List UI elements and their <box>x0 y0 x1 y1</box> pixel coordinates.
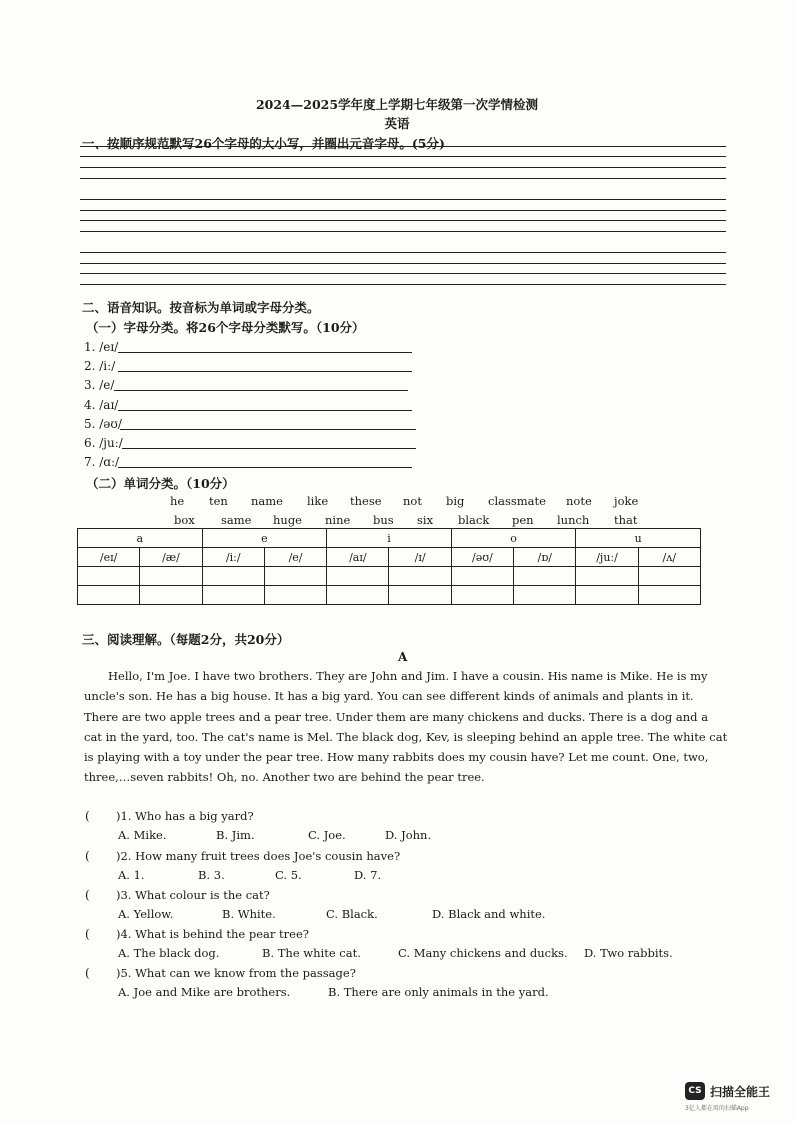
option: B. There are only animals in the yard. <box>328 985 549 999</box>
sound-header: /juː/ <box>576 548 638 567</box>
word: lunch <box>557 513 590 527</box>
phonetic-line-label: 3. /e/ <box>84 378 115 392</box>
word: like <box>307 494 329 508</box>
question-stem: )2. How many fruit trees does Joe's cousin have? <box>116 849 401 863</box>
answer-paren[interactable]: ( <box>85 927 90 941</box>
writing-line <box>80 284 726 285</box>
word: note <box>566 494 592 508</box>
answer-cell[interactable] <box>389 586 451 605</box>
answer-cell[interactable] <box>576 567 638 586</box>
word: joke <box>614 494 639 508</box>
word: box <box>174 513 195 527</box>
writing-line <box>80 178 726 179</box>
option: B. White. <box>222 907 276 921</box>
answer-cell[interactable] <box>514 567 576 586</box>
writing-line <box>80 167 726 168</box>
option: B. The white cat. <box>262 946 361 960</box>
option: D. John. <box>385 828 432 842</box>
sound-header: /əʊ/ <box>451 548 513 567</box>
word: bus <box>373 513 394 527</box>
word: big <box>446 494 465 508</box>
option: C. 5. <box>275 868 302 882</box>
answer-line[interactable] <box>118 352 412 353</box>
answer-cell[interactable] <box>327 586 389 605</box>
writing-line <box>80 199 726 200</box>
option: C. Joe. <box>308 828 346 842</box>
writing-line <box>80 156 726 157</box>
answer-paren[interactable]: ( <box>85 888 90 902</box>
phonetic-line-label: 4. /aɪ/ <box>84 398 119 412</box>
option: C. Many chickens and ducks. <box>398 946 568 960</box>
word: black <box>458 513 490 527</box>
letter-header: a <box>78 529 203 548</box>
section2-part2-heading: （二）单词分类。（10分） <box>86 476 235 491</box>
answer-cell[interactable] <box>327 567 389 586</box>
writing-line <box>80 210 726 211</box>
table-row <box>78 529 701 548</box>
option: D. Two rabbits. <box>584 946 673 960</box>
camscanner-logo-icon: CS <box>685 1082 705 1100</box>
answer-cell[interactable] <box>638 586 700 605</box>
writing-line <box>80 220 726 221</box>
sound-header: /eɪ/ <box>78 548 140 567</box>
question-stem: )1. Who has a big yard? <box>116 809 254 823</box>
word: pen <box>512 513 534 527</box>
option: D. Black and white. <box>432 907 546 921</box>
answer-paren[interactable]: ( <box>85 849 90 863</box>
answer-cell[interactable] <box>140 586 202 605</box>
answer-cell[interactable] <box>451 567 513 586</box>
option: C. Black. <box>326 907 378 921</box>
sound-header: /ɪ/ <box>389 548 451 567</box>
option: A. Yellow. <box>118 907 174 921</box>
answer-cell[interactable] <box>638 567 700 586</box>
sound-header: /aɪ/ <box>327 548 389 567</box>
writing-line <box>80 273 726 274</box>
sound-header: /ɒ/ <box>514 548 576 567</box>
option: A. Mike. <box>118 828 167 842</box>
word: huge <box>273 513 302 527</box>
answer-line[interactable] <box>118 467 412 468</box>
letter-header: u <box>576 529 701 548</box>
option: B. Jim. <box>216 828 255 842</box>
option: D. 7. <box>354 868 382 882</box>
writing-line <box>80 263 726 264</box>
scanner-tagline: 3亿人都在用的扫描App <box>685 1105 749 1112</box>
answer-cell[interactable] <box>202 567 264 586</box>
reading-passage: Hello, I'm Joe. I have two brothers. They are John and Jim. I have a cousin. His name is Mike. He is my uncle's son. He has a big house. It has a big yard. You can see different kinds of animals and plants in it. There are two apple trees and a pear tree. Under them are many chickens and ducks. There is a dog and a cat in the yard, too. The cat's name is Mel. The black dog, Kev, is sleeping behind an apple tree. The white cat is playing with a toy under the pear tree. How many rabbits does my cousin have? Let me count. One, two, three,…seven rabbits! Oh, no. Another two are behind the pear tree. <box>84 669 728 785</box>
question-stem: )3. What colour is the cat? <box>116 888 270 902</box>
sound-header: /iː/ <box>202 548 264 567</box>
word: that <box>614 513 638 527</box>
phonetic-line-label: 1. /eɪ/ <box>84 340 119 354</box>
passage-label: A <box>398 650 408 664</box>
word: name <box>251 494 283 508</box>
answer-cell[interactable] <box>140 567 202 586</box>
section1-heading: 一、按顺序规范默写26个字母的大小写，并圈出元音字母。(5分) <box>82 136 445 151</box>
answer-line[interactable] <box>120 429 416 430</box>
answer-paren[interactable]: ( <box>85 966 90 980</box>
word: not <box>403 494 422 508</box>
sound-header: /ʌ/ <box>638 548 700 567</box>
answer-cell[interactable] <box>264 586 326 605</box>
letter-header: e <box>202 529 327 548</box>
answer-line[interactable] <box>118 371 412 372</box>
option: A. 1. <box>118 868 145 882</box>
word: these <box>350 494 382 508</box>
answer-line[interactable] <box>118 410 412 411</box>
phonetic-line-label: 5. /əʊ/ <box>84 417 122 431</box>
letter-header: o <box>451 529 576 548</box>
sound-header: /e/ <box>264 548 326 567</box>
answer-line[interactable] <box>114 390 408 391</box>
word: same <box>221 513 252 527</box>
word: six <box>417 513 434 527</box>
scanner-app-name: 扫描全能王 <box>710 1085 771 1099</box>
phonetic-line-label: 6. /juː/ <box>84 436 123 450</box>
writing-line <box>80 252 726 253</box>
answer-cell[interactable] <box>264 567 326 586</box>
word: he <box>170 494 185 508</box>
letter-header: i <box>327 529 452 548</box>
question-stem: )5. What can we know from the passage? <box>116 966 356 980</box>
exam-subject: 英语 <box>384 116 410 131</box>
phonetic-line-label: 7. /ɑː/ <box>84 455 120 469</box>
answer-cell[interactable] <box>78 586 140 605</box>
answer-cell[interactable] <box>576 586 638 605</box>
word: ten <box>209 494 228 508</box>
sound-header: /æ/ <box>140 548 202 567</box>
word: nine <box>325 513 351 527</box>
section3-heading: 三、阅读理解。（每题2分，共20分） <box>82 632 290 647</box>
option: A. Joe and Mike are brothers. <box>118 985 291 999</box>
word-classification-table <box>77 528 701 605</box>
question-stem: )4. What is behind the pear tree? <box>116 927 309 941</box>
word: classmate <box>488 494 546 508</box>
answer-cell[interactable] <box>202 586 264 605</box>
section2-part1-heading: （一）字母分类。将26个字母分类默写。（10分） <box>86 320 365 335</box>
table-row <box>78 567 701 586</box>
answer-cell[interactable] <box>389 567 451 586</box>
table-row <box>78 548 701 567</box>
answer-line[interactable] <box>122 448 416 449</box>
answer-cell[interactable] <box>451 586 513 605</box>
answer-cell[interactable] <box>514 586 576 605</box>
exam-title: 2024—2025学年度上学期七年级第一次学情检测 <box>255 97 539 112</box>
table-row <box>78 586 701 605</box>
section2-heading: 二、语音知识。按音标为单词或字母分类。 <box>82 300 320 315</box>
scanner-watermark <box>685 1082 785 1112</box>
writing-line <box>80 231 726 232</box>
phonetic-line-label: 2. /iː/ <box>84 359 116 373</box>
answer-cell[interactable] <box>78 567 140 586</box>
option: B. 3. <box>198 868 225 882</box>
option: A. The black dog. <box>118 946 220 960</box>
writing-line <box>80 146 726 147</box>
answer-paren[interactable]: ( <box>85 809 90 823</box>
